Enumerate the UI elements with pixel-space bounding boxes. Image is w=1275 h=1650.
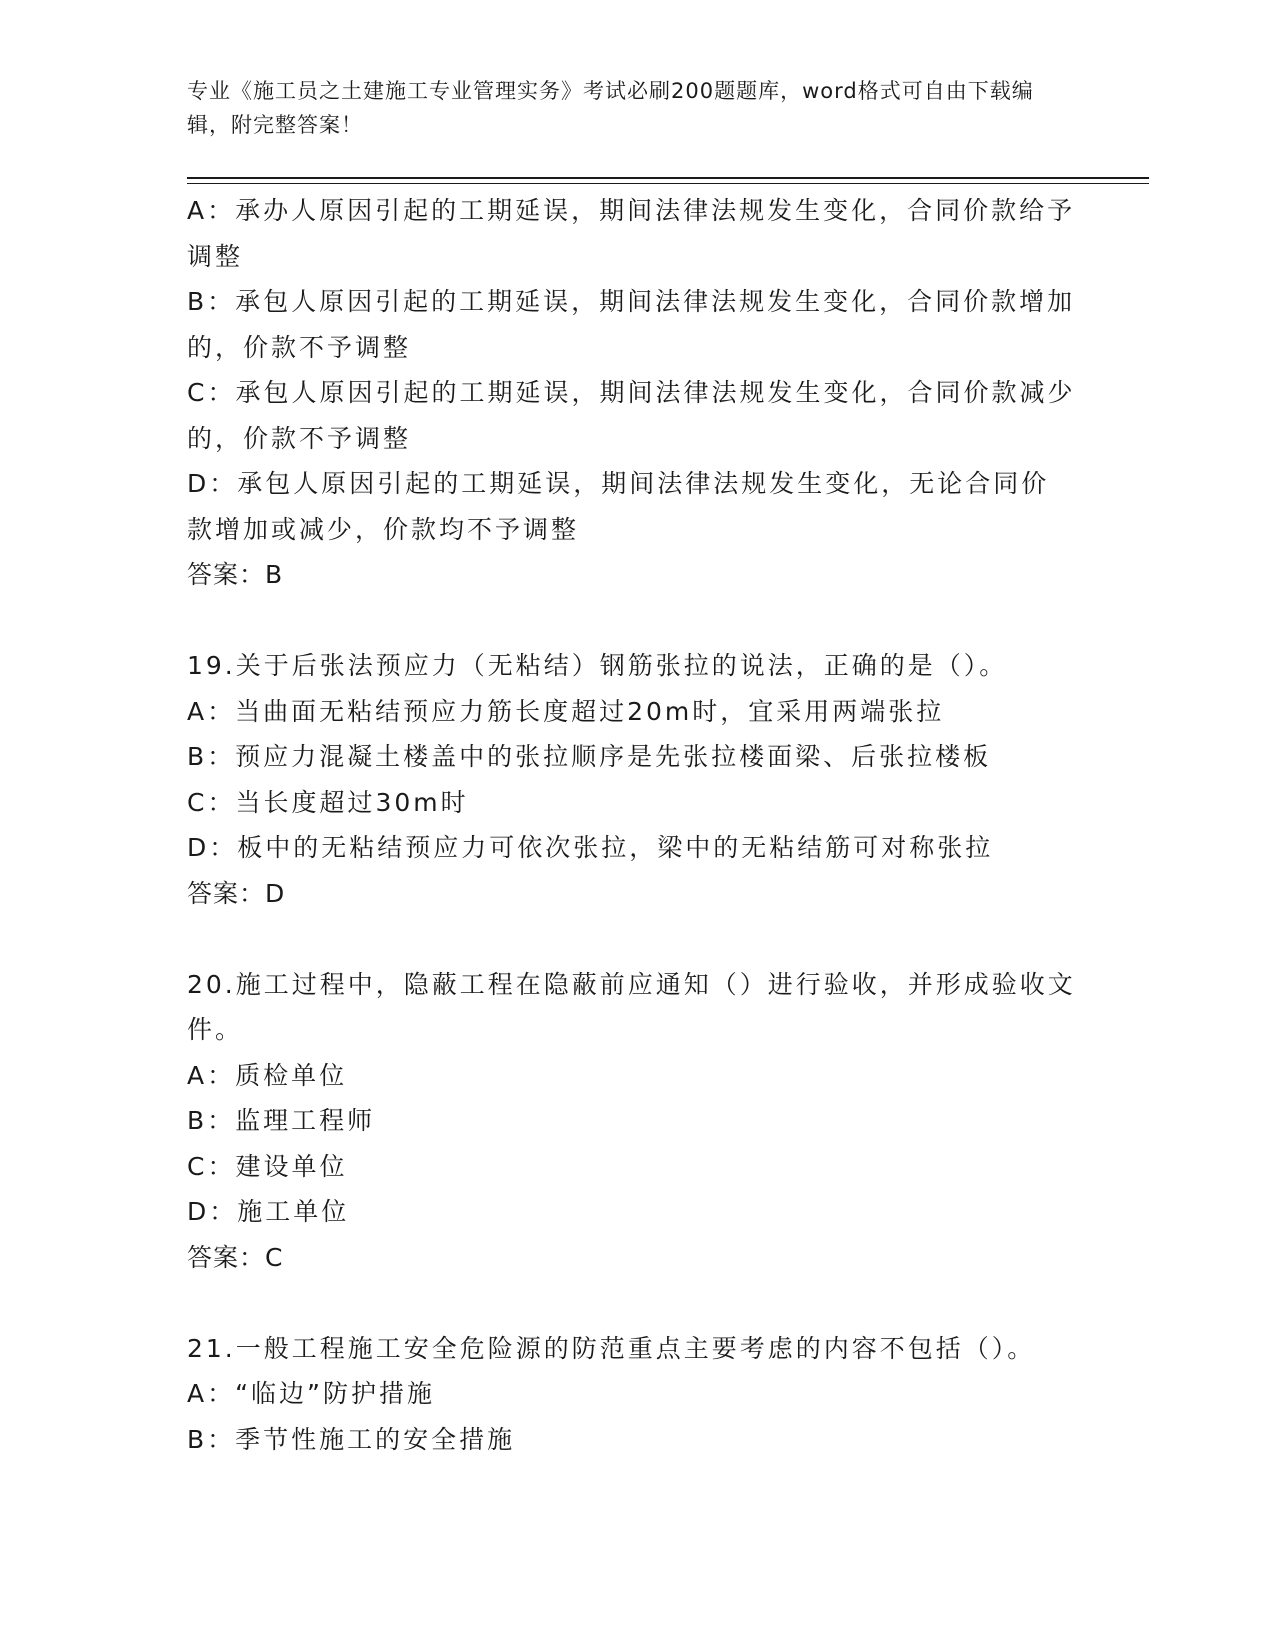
q20-option-d: D：施工单位 — [187, 1197, 350, 1226]
q20-question: 20.施工过程中，隐蔽工程在隐蔽前应通知（）进行验收，并形成验收文件。 — [187, 969, 1076, 1044]
q21-question: 21.一般工程施工安全危险源的防范重点主要考虑的内容不包括（）。 — [187, 1333, 1036, 1363]
q20-option-a: A：质检单位 — [187, 1060, 348, 1090]
header-divider-thin — [187, 183, 1149, 184]
q19-option-b: B：预应力混凝土楼盖中的张拉顺序是先张拉楼面梁、后张拉楼板 — [187, 742, 992, 771]
question-18-block — [187, 188, 1077, 598]
document-body — [187, 188, 1077, 1462]
question-20-block — [187, 962, 1077, 1281]
question-21-block — [187, 1326, 1077, 1463]
q18-option-a: A：承办人原因引起的工期延误，期间法律法规发生变化，合同价款给予调整 — [187, 196, 1076, 271]
q18-option-c: C：承包人原因引起的工期延误，期间法律法规发生变化，合同价款减少的，价款不予调整 — [187, 378, 1076, 453]
q18-option-d: D：承包人原因引起的工期延误，期间法律法规发生变化，无论合同价款增加或减少，价款均不予调整 — [187, 469, 1050, 544]
q21-option-b: B：季节性施工的安全措施 — [187, 1424, 516, 1454]
header-divider-thick — [187, 177, 1149, 179]
q20-option-c: C：建设单位 — [187, 1151, 348, 1181]
q19-option-c: C：当长度超过30m时 — [187, 787, 469, 817]
q18-answer: 答案：B — [187, 560, 284, 589]
q19-option-a: A：当曲面无粘结预应力筋长度超过20m时，宜采用两端张拉 — [187, 696, 945, 726]
q19-question: 19.关于后张法预应力（无粘结）钢筋张拉的说法，正确的是（）。 — [187, 651, 1008, 680]
q20-option-b: B：监理工程师 — [187, 1106, 376, 1135]
q19-answer: 答案：D — [187, 878, 286, 908]
q19-option-d: D：板中的无粘结预应力可依次张拉，梁中的无粘结筋可对称张拉 — [187, 833, 994, 862]
question-19-block — [187, 643, 1077, 916]
page-header: 专业《施工员之土建施工专业管理实务》考试必刷200题题库，word格式可自由下载编辑，附完整答案！ — [187, 79, 1034, 137]
q21-option-a: A：“临边”防护措施 — [187, 1379, 436, 1408]
q18-option-b: B：承包人原因引起的工期延误，期间法律法规发生变化，合同价款增加的，价款不予调整 — [187, 287, 1076, 362]
q20-answer: 答案：C — [187, 1242, 284, 1272]
